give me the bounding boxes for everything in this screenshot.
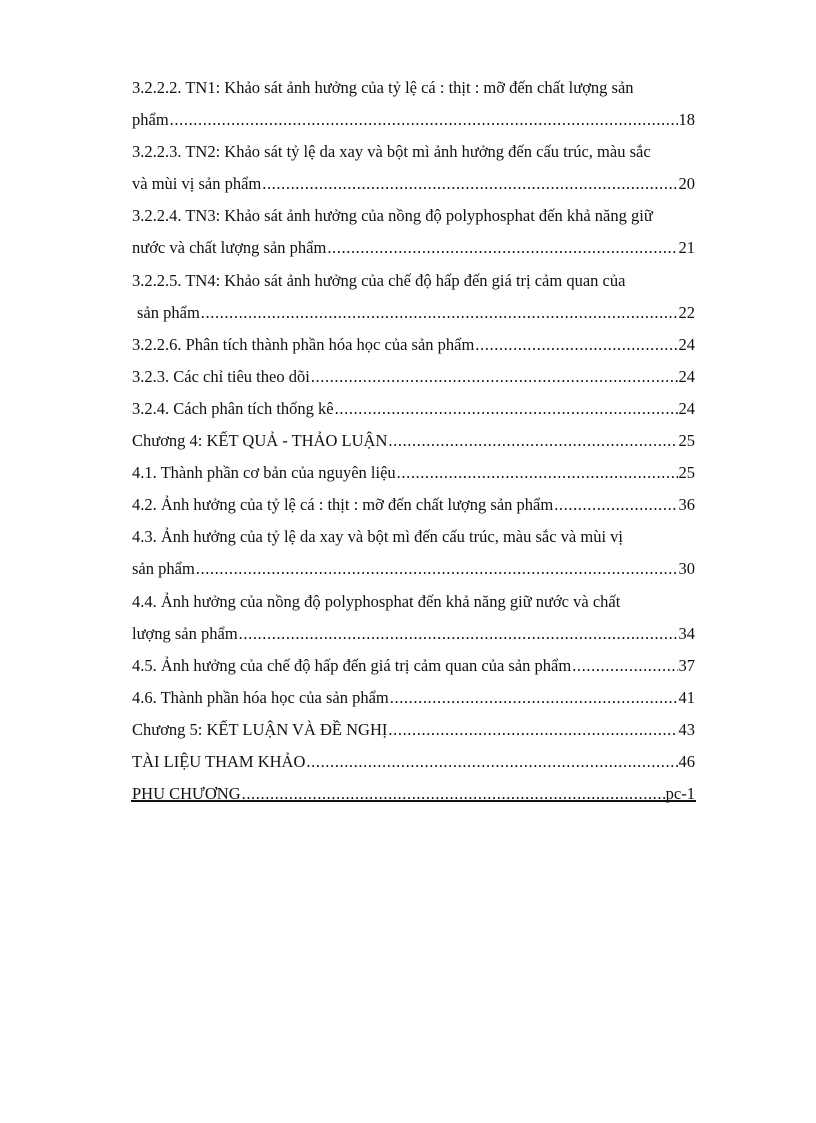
toc-entry-text: 4.6. Thành phần hóa học của sản phẩm <box>132 682 390 714</box>
toc-page-number: 24 <box>678 398 695 418</box>
toc-page-number: 24 <box>678 334 695 354</box>
toc-entry-row[interactable] <box>132 297 695 329</box>
toc-entry-heading <box>132 265 695 297</box>
dot-leader <box>572 650 677 682</box>
toc-entry-continuation: và mùi vị sản phẩm <box>132 168 262 200</box>
toc-entry-text: TÀI LIỆU THAM KHẢO <box>132 746 306 778</box>
toc-entry-row[interactable] <box>132 489 695 521</box>
toc-entry-heading <box>132 521 695 553</box>
toc-entry-text: 3.2.3. Các chỉ tiêu theo dõi <box>132 361 311 393</box>
toc-entry-text: 4.4. Ảnh hưởng của nồng độ polyphosphat đến khả năng giữ nước và chất <box>132 591 621 611</box>
toc-entry-row[interactable] <box>132 457 695 489</box>
toc-page-number: 36 <box>678 495 695 515</box>
dot-leader <box>170 104 678 136</box>
toc-entry-continuation: sản phẩm <box>132 553 196 585</box>
dot-leader <box>201 297 678 329</box>
toc-entry-text: 3.2.2.6. Phân tích thành phần hóa học của sản phẩm <box>132 329 475 361</box>
toc-entry-row[interactable] <box>132 168 695 200</box>
dot-leader <box>306 746 677 778</box>
toc-page-number: 24 <box>678 366 695 386</box>
toc-page-number: 18 <box>678 110 695 130</box>
toc-page-number: 21 <box>678 238 695 258</box>
toc-entry-row[interactable] <box>132 746 695 778</box>
toc-page-number: 30 <box>678 559 695 579</box>
dot-leader <box>335 393 678 425</box>
toc-entry-text: 3.2.4. Cách phân tích thống kê <box>132 393 335 425</box>
toc-entry-row[interactable] <box>132 618 695 650</box>
toc-entry-row[interactable] <box>132 329 695 361</box>
toc-entry-text: 3.2.2.5. TN4: Khảo sát ảnh hưởng của chế độ hấp đến giá trị cảm quan của <box>132 270 626 290</box>
dot-leader <box>242 778 665 810</box>
toc-entry-text: 4.2. Ảnh hưởng của tỷ lệ cá : thịt : mỡ đến chất lượng sản phẩm <box>132 489 554 521</box>
toc-page-number: 20 <box>678 174 695 194</box>
toc-entry-text: 3.2.2.3. TN2: Khảo sát tỷ lệ da xay và bột mì ảnh hưởng đến cấu trúc, màu sắc <box>132 142 651 162</box>
toc-entry-text: 4.5. Ảnh hưởng của chế độ hấp đến giá trị cảm quan của sản phẩm <box>132 650 572 682</box>
toc-entry-row[interactable] <box>132 650 695 682</box>
toc-page-number: 25 <box>678 431 695 451</box>
dot-leader <box>262 168 677 200</box>
toc-entry-continuation: nước và chất lượng sản phẩm <box>132 232 327 264</box>
dot-leader <box>327 232 677 264</box>
toc-entry-row[interactable] <box>132 361 695 393</box>
toc-entry-heading <box>132 72 695 104</box>
toc-entry-text: 4.3. Ảnh hưởng của tỷ lệ da xay và bột mì đến cấu trúc, màu sắc và mùi vị <box>132 527 623 547</box>
toc-entry-heading <box>132 200 695 232</box>
toc-page-number: 25 <box>678 463 695 483</box>
toc-entry-text: Chương 5: KẾT LUẬN VÀ ĐỀ NGHỊ <box>132 714 388 746</box>
toc-entry-row[interactable] <box>132 778 695 810</box>
toc-entry-row[interactable] <box>132 425 695 457</box>
toc-entry-text: PHỤ CHƯƠNG <box>132 778 242 810</box>
toc-entry-text: 3.2.2.2. TN1: Khảo sát ảnh hưởng của tỷ lệ cá : thịt : mỡ đến chất lượng sản <box>132 78 634 97</box>
toc-page-number: 41 <box>678 687 695 707</box>
toc-entry-row[interactable] <box>132 714 695 746</box>
toc-page-number: 37 <box>678 655 695 675</box>
table-of-contents <box>132 72 695 810</box>
toc-entry-text: Chương 4: KẾT QUẢ - THẢO LUẬN <box>132 425 388 457</box>
dot-leader <box>311 361 678 393</box>
toc-entry-continuation: phẩm <box>132 104 170 136</box>
toc-entry-text: 3.2.2.4. TN3: Khảo sát ảnh hưởng của nồng độ polyphosphat đến khả năng giữ <box>132 206 653 226</box>
dot-leader <box>388 425 677 457</box>
dot-leader <box>388 714 677 746</box>
toc-entry-text: 4.1. Thành phần cơ bản của nguyên liệu <box>132 457 397 489</box>
toc-entry-continuation: sản phẩm <box>137 297 201 329</box>
toc-page-number: 22 <box>678 302 695 322</box>
toc-entry-continuation: lượng sản phẩm <box>132 618 239 650</box>
dot-leader <box>390 682 678 714</box>
toc-entry-heading <box>132 136 695 168</box>
dot-leader <box>239 618 678 650</box>
toc-entry-row[interactable] <box>132 393 695 425</box>
toc-entry-row[interactable] <box>132 104 695 136</box>
toc-page-number: 43 <box>678 719 695 739</box>
toc-entry-row[interactable] <box>132 682 695 714</box>
dot-leader <box>554 489 677 521</box>
dot-leader <box>475 329 677 361</box>
toc-page-number: 46 <box>678 751 695 771</box>
divider-rule <box>131 800 696 802</box>
toc-entry-heading <box>132 586 695 618</box>
toc-page-number: 34 <box>678 623 695 643</box>
toc-page-number: pc-1 <box>665 784 695 804</box>
toc-entry-row[interactable] <box>132 232 695 264</box>
toc-entry-row[interactable] <box>132 553 695 585</box>
dot-leader <box>397 457 678 489</box>
dot-leader <box>196 553 678 585</box>
